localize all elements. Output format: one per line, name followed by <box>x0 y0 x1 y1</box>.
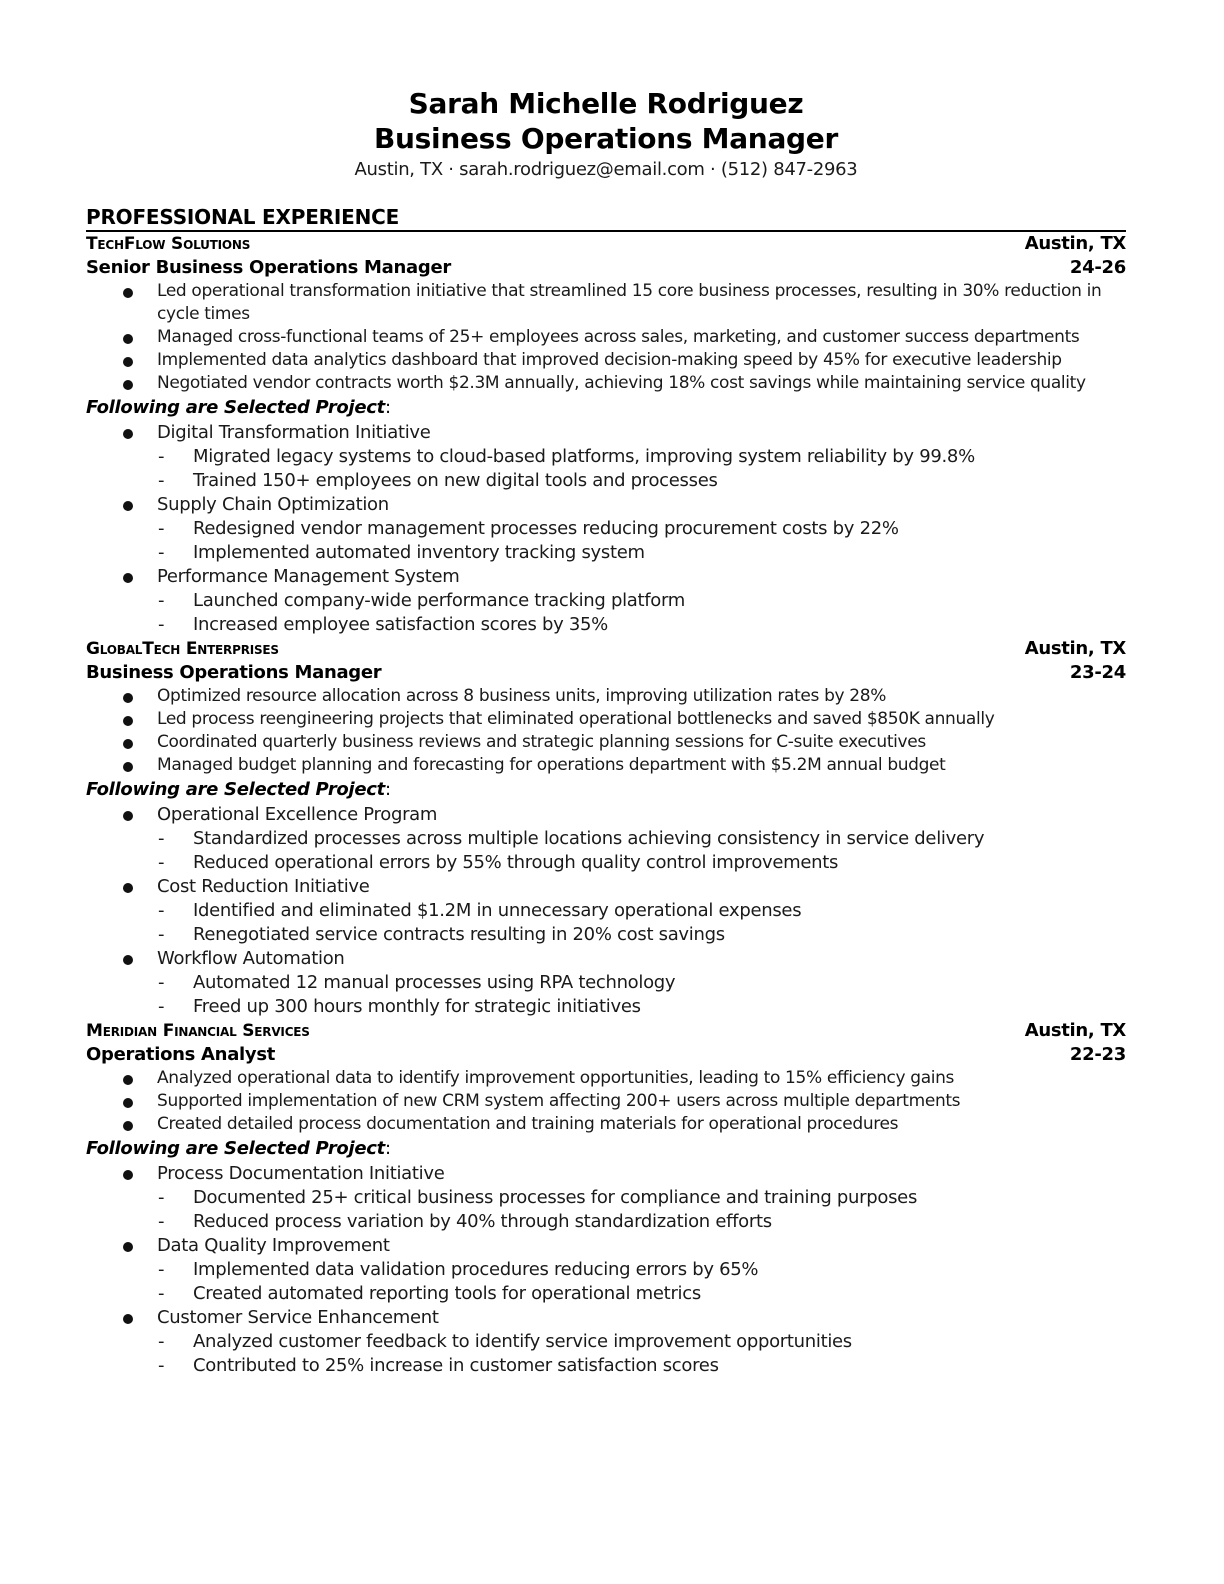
achievement-text: Managed budget planning and forecasting for operations department with $5.2M annual budget <box>157 755 946 775</box>
achievement-text: Optimized resource allocation across 8 business units, improving utilization rates by 28% <box>157 686 887 706</box>
dash-bullet-icon: - <box>158 852 165 873</box>
dash-bullet-icon: - <box>158 900 165 921</box>
project-detail-list <box>86 1258 1126 1306</box>
company-name: GlobalTech Enterprises <box>86 639 279 659</box>
job-company-row <box>86 1019 1126 1043</box>
bullet-dot-icon <box>123 716 133 726</box>
projects-label-colon: : <box>384 779 391 800</box>
project-item <box>86 565 1126 637</box>
project-detail-text: Standardized processes across multiple locations achieving consistency in service delivery <box>193 828 985 849</box>
project-name-row <box>86 1162 1126 1186</box>
achievement-item <box>86 1067 1126 1090</box>
project-name: Performance Management System <box>157 566 460 587</box>
project-name: Workflow Automation <box>157 948 345 969</box>
job-role: Senior Business Operations Manager <box>86 257 451 278</box>
dash-bullet-icon: - <box>158 1355 165 1376</box>
bullet-dot-icon <box>123 380 133 390</box>
project-detail-text: Implemented data validation procedures reducing errors by 65% <box>193 1259 759 1280</box>
achievement-item <box>86 349 1126 372</box>
project-detail-item <box>86 899 1126 923</box>
bullet-dot-icon <box>123 762 133 772</box>
bullet-dot-icon <box>123 1314 133 1324</box>
project-detail-text: Launched company-wide performance tracking platform <box>193 590 686 611</box>
achievement-text: Led operational transformation initiative that streamlined 15 core business processes, resulting in 30% reduction in cycle times <box>157 281 1102 324</box>
dash-bullet-icon: - <box>158 1211 165 1232</box>
project-list <box>86 421 1126 637</box>
project-detail-text: Redesigned vendor management processes reducing procurement costs by 22% <box>193 518 899 539</box>
achievement-item <box>86 708 1126 731</box>
project-detail-text: Trained 150+ employees on new digital tools and processes <box>193 470 718 491</box>
job-role-row <box>86 661 1126 685</box>
project-detail-item <box>86 1258 1126 1282</box>
dash-bullet-icon: - <box>158 590 165 611</box>
project-name-row <box>86 947 1126 971</box>
bullet-dot-icon <box>123 955 133 965</box>
project-detail-item <box>86 851 1126 875</box>
project-name: Data Quality Improvement <box>157 1235 390 1256</box>
candidate-title: Business Operations Manager <box>374 122 838 155</box>
bullet-dot-icon <box>123 693 133 703</box>
job-dates: 22-23 <box>1069 1044 1126 1065</box>
project-detail-text: Implemented automated inventory tracking system <box>193 542 645 563</box>
resume-page <box>86 86 1126 1378</box>
bullet-dot-icon <box>123 1170 133 1180</box>
dash-bullet-icon: - <box>158 614 165 635</box>
project-name-row <box>86 1306 1126 1330</box>
job-entry <box>86 637 1126 1019</box>
job-entry <box>86 232 1126 637</box>
project-detail-text: Increased employee satisfaction scores by 35% <box>193 614 608 635</box>
project-detail-item <box>86 1186 1126 1210</box>
project-name: Customer Service Enhancement <box>157 1307 439 1328</box>
dash-bullet-icon: - <box>158 1187 165 1208</box>
project-detail-item <box>86 469 1126 493</box>
projects-label <box>86 777 1126 803</box>
dash-bullet-icon: - <box>158 972 165 993</box>
dash-bullet-icon: - <box>158 828 165 849</box>
job-role: Business Operations Manager <box>86 662 382 683</box>
project-name: Process Documentation Initiative <box>157 1163 445 1184</box>
projects-label-text: Following are Selected Project <box>86 1138 385 1159</box>
projects-label-text: Following are Selected Project <box>86 397 385 418</box>
bullet-dot-icon <box>123 1242 133 1252</box>
project-detail-text: Freed up 300 hours monthly for strategic initiatives <box>193 996 641 1017</box>
project-name: Cost Reduction Initiative <box>157 876 370 897</box>
project-item <box>86 493 1126 565</box>
job-location: Austin, TX <box>1024 638 1126 659</box>
projects-label-colon: : <box>384 1138 391 1159</box>
project-detail-item <box>86 517 1126 541</box>
project-name-row <box>86 803 1126 827</box>
job-location: Austin, TX <box>1024 1020 1126 1041</box>
dash-bullet-icon: - <box>158 1331 165 1352</box>
job-dates: 23-24 <box>1069 662 1126 683</box>
project-detail-item <box>86 971 1126 995</box>
project-detail-item <box>86 827 1126 851</box>
achievement-item <box>86 1090 1126 1113</box>
project-detail-item <box>86 589 1126 613</box>
bullet-dot-icon <box>123 1098 133 1108</box>
project-detail-item <box>86 541 1126 565</box>
project-name: Supply Chain Optimization <box>157 494 389 515</box>
resume-header <box>86 86 1126 182</box>
achievement-text: Led process reengineering projects that eliminated operational bottlenecks and saved $850K annually <box>157 709 995 729</box>
job-company-row <box>86 637 1126 661</box>
projects-label <box>86 1136 1126 1162</box>
achievement-list <box>86 1067 1126 1136</box>
achievement-text: Negotiated vendor contracts worth $2.3M annually, achieving 18% cost savings while maintaining service quality <box>157 373 1086 393</box>
achievement-text: Supported implementation of new CRM system affecting 200+ users across multiple departments <box>157 1091 961 1111</box>
bullet-dot-icon <box>123 573 133 583</box>
dash-bullet-icon: - <box>158 518 165 539</box>
dash-bullet-icon: - <box>158 1283 165 1304</box>
project-detail-text: Analyzed customer feedback to identify service improvement opportunities <box>193 1331 852 1352</box>
achievement-item <box>86 685 1126 708</box>
dash-bullet-icon: - <box>158 924 165 945</box>
achievement-text: Created detailed process documentation and training materials for operational procedures <box>157 1114 899 1134</box>
projects-label-text: Following are Selected Project <box>86 779 385 800</box>
achievement-list <box>86 280 1126 395</box>
project-detail-item <box>86 1282 1126 1306</box>
project-name-row <box>86 565 1126 589</box>
project-detail-item <box>86 613 1126 637</box>
dash-bullet-icon: - <box>158 446 165 467</box>
achievement-text: Managed cross-functional teams of 25+ employees across sales, marketing, and customer success departments <box>157 327 1080 347</box>
project-name-row <box>86 493 1126 517</box>
project-detail-text: Reduced process variation by 40% through standardization efforts <box>193 1211 772 1232</box>
project-detail-item <box>86 1330 1126 1354</box>
project-detail-text: Automated 12 manual processes using RPA technology <box>193 972 676 993</box>
contact-line: Austin, TX · sarah.rodriguez@email.com · (512) 847-2963 <box>354 159 858 180</box>
bullet-dot-icon <box>123 501 133 511</box>
project-detail-list <box>86 1330 1126 1378</box>
job-location: Austin, TX <box>1024 233 1126 254</box>
section-title-experience: PROFESSIONAL EXPERIENCE <box>86 204 1126 232</box>
achievement-item <box>86 280 1126 326</box>
projects-label <box>86 395 1126 421</box>
bullet-dot-icon <box>123 357 133 367</box>
project-detail-text: Reduced operational errors by 55% through quality control improvements <box>193 852 839 873</box>
project-detail-text: Identified and eliminated $1.2M in unnecessary operational expenses <box>193 900 802 921</box>
project-detail-text: Documented 25+ critical business processes for compliance and training purposes <box>193 1187 918 1208</box>
project-detail-text: Migrated legacy systems to cloud-based platforms, improving system reliability by 99.8% <box>193 446 975 467</box>
project-detail-list <box>86 589 1126 637</box>
job-dates: 24-26 <box>1069 257 1126 278</box>
project-detail-text: Created automated reporting tools for operational metrics <box>193 1283 701 1304</box>
experience-list <box>86 232 1126 1378</box>
project-detail-list <box>86 517 1126 565</box>
dash-bullet-icon: - <box>158 1259 165 1280</box>
job-entry <box>86 1019 1126 1378</box>
project-detail-list <box>86 971 1126 1019</box>
job-company-row <box>86 232 1126 256</box>
project-detail-list <box>86 1186 1126 1234</box>
project-detail-list <box>86 899 1126 947</box>
project-name: Digital Transformation Initiative <box>157 422 431 443</box>
project-detail-text: Renegotiated service contracts resulting in 20% cost savings <box>193 924 725 945</box>
bullet-dot-icon <box>123 1075 133 1085</box>
job-role: Operations Analyst <box>86 1044 276 1065</box>
achievement-item <box>86 326 1126 349</box>
project-item <box>86 1306 1126 1378</box>
project-name: Operational Excellence Program <box>157 804 438 825</box>
project-name-row <box>86 1234 1126 1258</box>
company-name: Meridian Financial Services <box>86 1021 310 1041</box>
achievement-item <box>86 754 1126 777</box>
project-detail-item <box>86 1210 1126 1234</box>
project-detail-item <box>86 445 1126 469</box>
achievement-item <box>86 731 1126 754</box>
candidate-name: Sarah Michelle Rodriguez <box>408 87 804 120</box>
project-detail-text: Contributed to 25% increase in customer satisfaction scores <box>193 1355 719 1376</box>
bullet-dot-icon <box>123 739 133 749</box>
bullet-dot-icon <box>123 1121 133 1131</box>
bullet-dot-icon <box>123 883 133 893</box>
project-item <box>86 875 1126 947</box>
dash-bullet-icon: - <box>158 542 165 563</box>
project-detail-list <box>86 827 1126 875</box>
achievement-list <box>86 685 1126 777</box>
project-name-row <box>86 875 1126 899</box>
achievement-text: Implemented data analytics dashboard that improved decision-making speed by 45% for executive leadership <box>157 350 1062 370</box>
project-detail-item <box>86 1354 1126 1378</box>
dash-bullet-icon: - <box>158 996 165 1017</box>
project-detail-list <box>86 445 1126 493</box>
achievement-item <box>86 1113 1126 1136</box>
project-item <box>86 1234 1126 1306</box>
dash-bullet-icon: - <box>158 470 165 491</box>
company-name: TechFlow Solutions <box>86 234 251 254</box>
bullet-dot-icon <box>123 811 133 821</box>
achievement-text: Analyzed operational data to identify improvement opportunities, leading to 15% efficiency gains <box>157 1068 955 1088</box>
project-item <box>86 421 1126 493</box>
project-item <box>86 803 1126 875</box>
achievement-text: Coordinated quarterly business reviews and strategic planning sessions for C-suite executives <box>157 732 926 752</box>
project-item <box>86 1162 1126 1234</box>
projects-label-colon: : <box>384 397 391 418</box>
bullet-dot-icon <box>123 334 133 344</box>
project-detail-item <box>86 995 1126 1019</box>
project-name-row <box>86 421 1126 445</box>
project-list <box>86 1162 1126 1378</box>
job-role-row <box>86 1043 1126 1067</box>
achievement-item <box>86 372 1126 395</box>
project-detail-item <box>86 923 1126 947</box>
job-role-row <box>86 256 1126 280</box>
project-item <box>86 947 1126 1019</box>
bullet-dot-icon <box>123 429 133 439</box>
bullet-dot-icon <box>123 288 133 298</box>
project-list <box>86 803 1126 1019</box>
